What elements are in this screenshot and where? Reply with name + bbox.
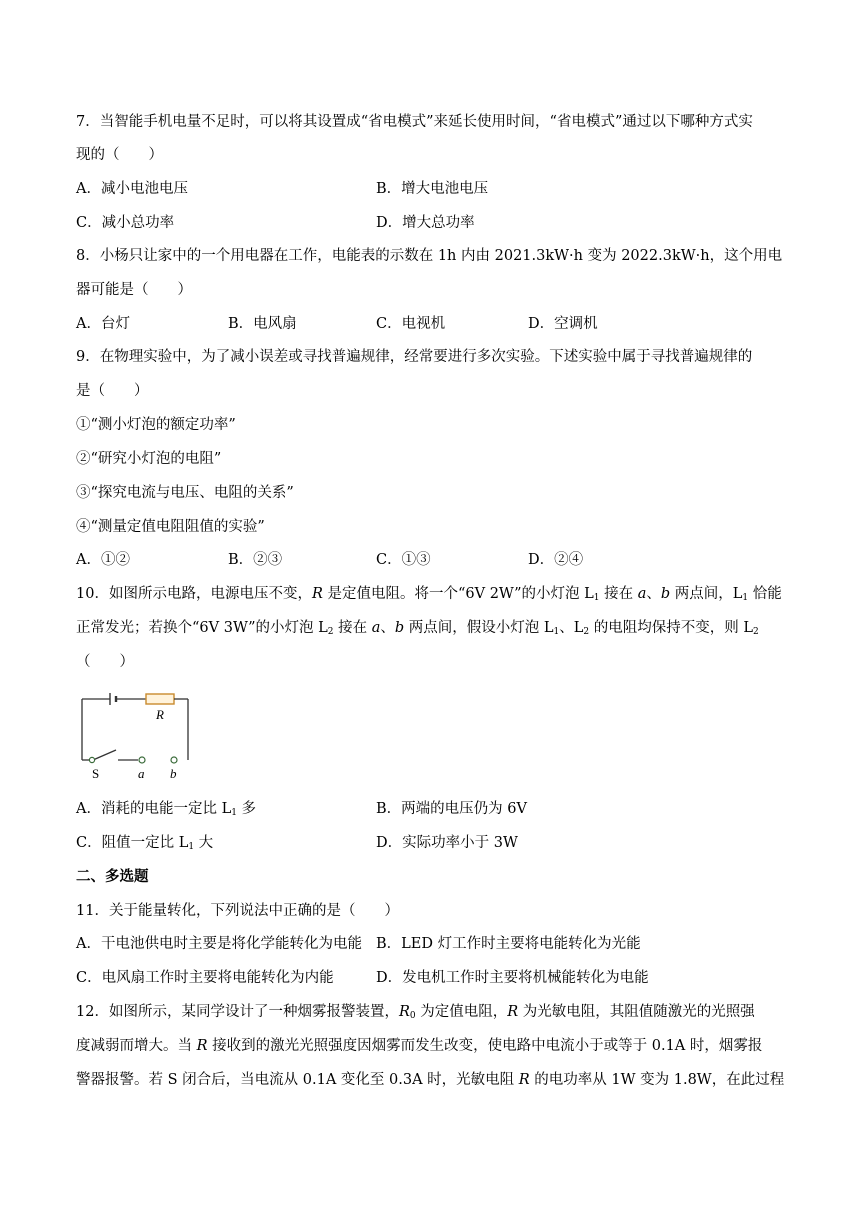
q9-option-a: A．①② <box>76 552 130 568</box>
q7-option-b: B．增大电池电压 <box>376 181 489 197</box>
label-a: a <box>138 766 145 781</box>
q9-item-3: ③“探究电流与电压、电阻的关系” <box>76 485 294 501</box>
q11-stem: 11．关于能量转化，下列说法中正确的是（ ） <box>76 903 399 919</box>
switch-pivot <box>89 757 94 762</box>
q11-option-c: C．电风扇工作时主要将电能转化为内能 <box>76 970 334 986</box>
q9-stem-line2: 是（ ） <box>76 383 149 399</box>
q9-item-2: ②“研究小灯泡的电阻” <box>76 451 222 467</box>
q10-option-b: B．两端的电压仍为 6V <box>376 801 527 817</box>
q10-stem-line2: 正常发光；若换个“6V 3W”的小灯泡 $L_2$ 接在 a、b 两点间，假设小灯泡 $L_1$、$L_2$ 的电阻均保持不变，则 $L_2$ <box>76 620 759 637</box>
q10-option-a: A．消耗的电能一定比 $L_1$ 多 <box>76 801 257 818</box>
q11-option-a: A．干电池供电时主要是将化学能转化为电能 <box>76 936 362 952</box>
q9-option-c: C．①③ <box>376 552 431 568</box>
q7-option-c: C．减小总功率 <box>76 215 175 231</box>
q11-option-b: B．LED 灯工作时主要将电能转化为光能 <box>376 936 641 952</box>
q9-option-b: B．②③ <box>228 552 283 568</box>
label-S: S <box>92 766 100 781</box>
q12-stem-line1: 12．如图所示，某同学设计了一种烟雾报警装置，$R_0$ 为定值电阻，R 为光敏电阻，其阻值随激光的光照强 <box>76 1004 755 1021</box>
terminal-a <box>139 757 145 763</box>
circuit-diagram <box>76 690 196 782</box>
q10-option-c: C．阻值一定比 $L_1$ 大 <box>76 835 214 852</box>
q11-option-d: D．发电机工作时主要将机械能转化为电能 <box>376 970 649 986</box>
label-R: R <box>156 707 164 722</box>
terminal-b <box>171 757 177 763</box>
q8-stem-line1: 8．小杨只让家中的一个用电器在工作，电能表的示数在 1h 内由 2021.3kW·h 变为 2022.3kW·h，这个用电 <box>76 248 783 264</box>
q8-stem-line2: 器可能是（ ） <box>76 282 192 298</box>
q7-option-a: A．减小电池电压 <box>76 181 188 197</box>
q12-stem-line2: 度减弱而增大。当 R 接收到的激光光照强度因烟雾而发生改变，使电路中电流小于或等于 0.1A 时，烟雾报 <box>76 1038 763 1054</box>
q8-option-d: D．空调机 <box>528 316 598 332</box>
q9-item-4: ④“测量定值电阻阻值的实验” <box>76 519 265 535</box>
q9-option-d: D．②④ <box>528 552 584 568</box>
q8-option-a: A．台灯 <box>76 316 130 332</box>
q7-stem-line1: 7．当智能手机电量不足时，可以将其设置成“省电模式”来延长使用时间，“省电模式”通过以下哪种方式实 <box>76 114 753 130</box>
q7-option-d: D．增大总功率 <box>376 215 475 231</box>
label-b: b <box>170 766 177 781</box>
q10-stem-line3: （ ） <box>76 654 134 670</box>
q8-option-b: B．电风扇 <box>228 316 297 332</box>
q7-stem-line2: 现的（ ） <box>76 147 163 163</box>
q12-stem-line3: 警器报警。若 S 闭合后，当电流从 0.1A 变化至 0.3A 时，光敏电阻 R 的电功率从 1W 变为 1.8W，在此过程 <box>76 1072 785 1088</box>
section-heading-multi-choice: 二、多选题 <box>76 869 149 885</box>
q8-option-c: C．电视机 <box>376 316 446 332</box>
resistor-R <box>146 694 174 704</box>
q9-stem-line1: 9．在物理实验中，为了减小误差或寻找普遍规律，经常要进行多次实验。下述实验中属于寻找普遍规律的 <box>76 349 753 365</box>
switch-blade <box>93 750 116 760</box>
q9-item-1: ①“测小灯泡的额定功率” <box>76 417 236 433</box>
q10-stem-line1: 10．如图所示电路，电源电压不变，R 是定值电阻。将一个“6V 2W”的小灯泡 $L_1$ 接在 a、b 两点间，$L_1$ 恰能 <box>76 586 782 603</box>
q10-option-d: D．实际功率小于 3W <box>376 835 518 851</box>
